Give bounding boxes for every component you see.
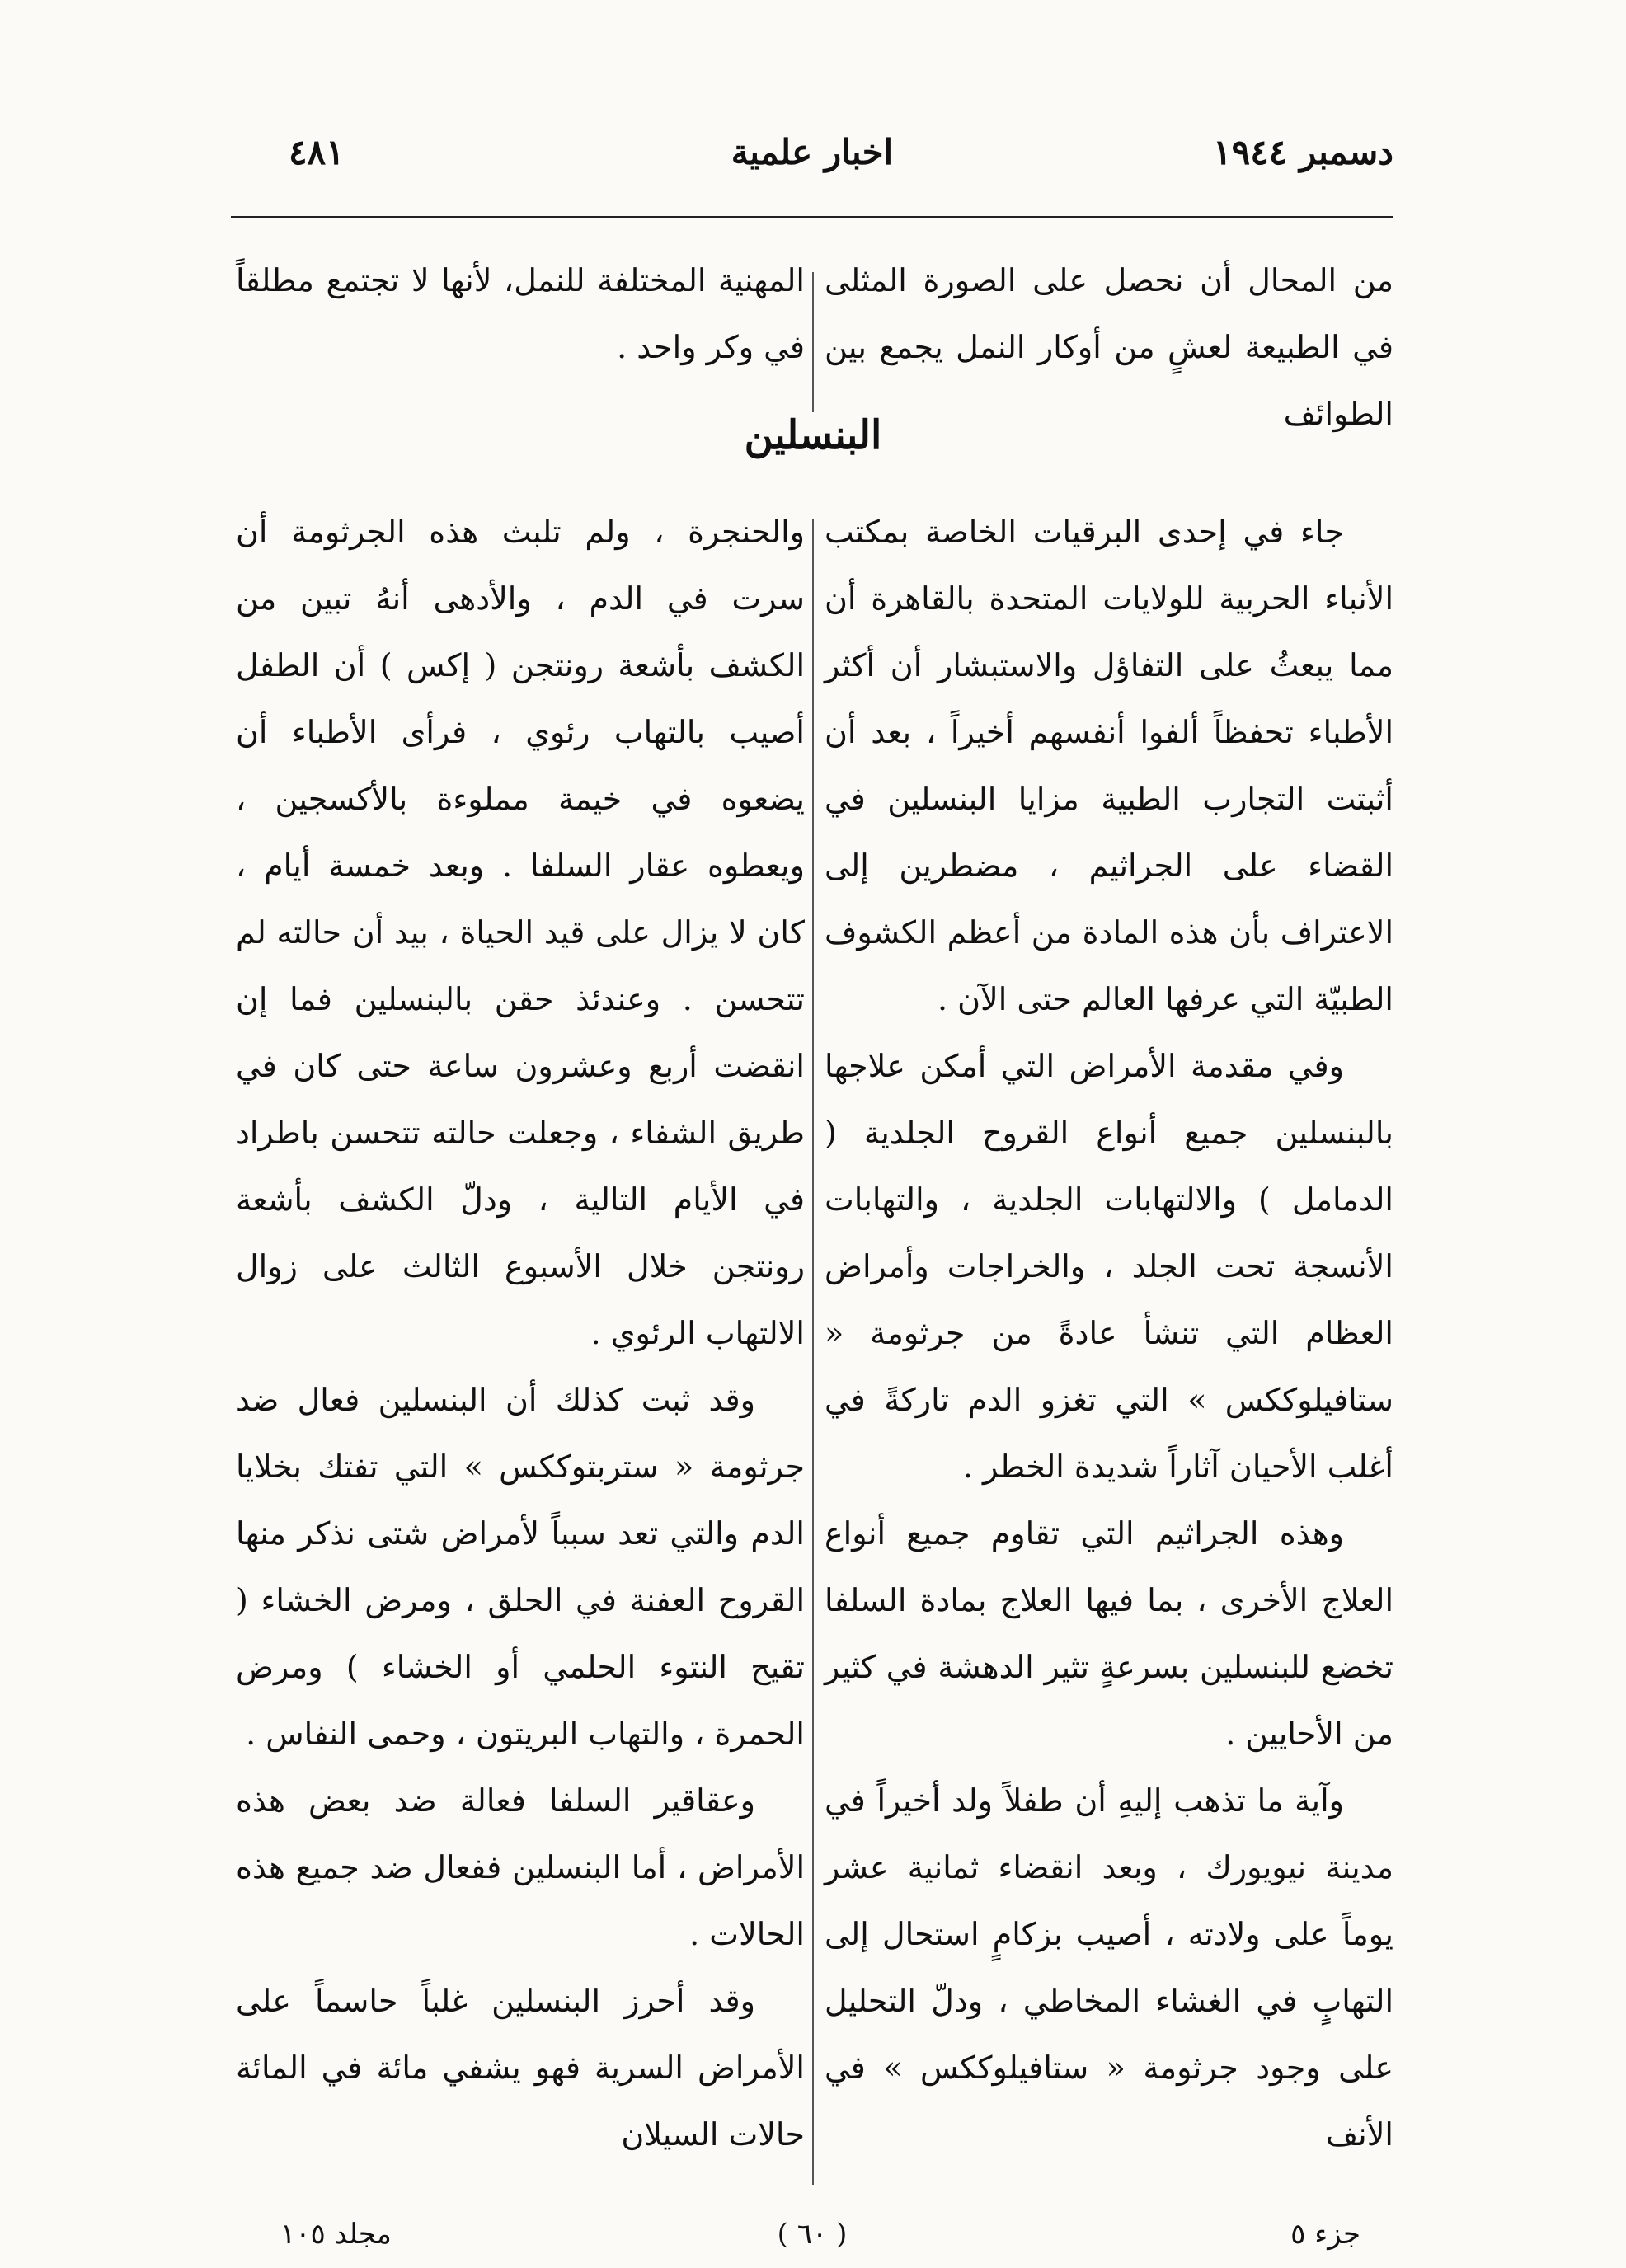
column-divider (812, 272, 814, 412)
section-title: البنسلين (744, 412, 882, 458)
paragraph: وفي مقدمة الأمراض التي أمكن علاجها بالبنسلين جميع أنواع القروح الجلدية ( الدمامل ) والالتهابات الجلدية ، والتهابات الأنسجة تحت الجلد ، والخراجات وأمراض العظام التي تنشأ عادةً من جرثومة « ستافيلوككس » التي تغزو الدم تاركةً في أغلب الأحيان آثاراً شديدة الخطر . (825, 1048, 1393, 1485)
paragraph: وقد ثبت كذلك أن البنسلين فعال ضد جرثومة « ستربتوككس » التي تفتك بخلايا الدم والتي تعد سبباً لأمراض شتى نذكر منها القروح العفنة في الحلق ، ومرض الخشاء ( تقيح النتوء الحلمي أو الخشاء ) ومرض الحمرة ، والتهاب البريتون ، وحمى النفاس . (236, 1382, 805, 1752)
header-rule (231, 216, 1393, 218)
header-date: دسمبر ١٩٤٤ (1213, 132, 1393, 172)
paragraph: وقد أحرز البنسلين غلباً حاسماً على الأمراض السرية فهو يشفي مائة في المائة حالات السيلان (236, 1983, 805, 2153)
footer-number: ( ٦٠ ) (777, 2218, 848, 2251)
paragraph: جاء في إحدى البرقيات الخاصة بمكتب الأنباء الحربية للولايات المتحدة بالقاهرة أن مما يبعثُ على التفاؤل والاستبشار أن أكثر الأطباء تحفظاً ألفوا أنفسهم أخيراً ، بعد أن أثبتت التجارب الطبية مزايا البنسلين في القضاء على الجراثيم ، مضطرين إلى الاعتراف بأن هذه المادة من أعظم الكشوف الطبيّة التي عرفها العالم حتى الآن . (825, 514, 1393, 1017)
header-title: اخبار علمية (731, 132, 894, 172)
header-page-number: ٤٨١ (289, 132, 345, 172)
paragraph: وعقاقير السلفا فعالة ضد بعض هذه الأمراض ، أما البنسلين ففعال ضد جميع هذه الحالات . (236, 1782, 805, 1952)
top-left-column (236, 247, 805, 381)
column-divider (812, 519, 814, 2185)
paragraph: وآية ما تذهب إليهِ أن طفلاً ولد أخيراً في مدينة نيويورك ، وبعد انقضاء ثمانية عشر يوماً على ولادته ، أصيب بزكامٍ استحال إلى التهابٍ في الغشاء المخاطي ، ودلّ التحليل على وجود جرثومة « ستافيلوككس » في الأنف (825, 1782, 1393, 2153)
paragraph: من المحال أن نحصل على الصورة المثلى في الطبيعة لعشٍ من أوكار النمل يجمع بين الطوائف (825, 262, 1393, 432)
paragraph: المهنية المختلفة للنمل، لأنها لا تجتمع مطلقاً في وكر واحد . (236, 262, 805, 365)
paragraph: والحنجرة ، ولم تلبث هذه الجرثومة أن سرت في الدم ، والأدهى أنهُ تبين من الكشف بأشعة رونتجن ( إكس ) أن الطفل أصيب بالتهاب رئوي ، فرأى الأطباء أن يضعوه في خيمة مملوءة بالأكسجين ، ويعطوه عقار السلفا . وبعد خمسة أيام ، كان لا يزال على قيد الحياة ، بيد أن حالته لم تتحسن . وعندئذ حقن بالبنسلين فما إن انقضت أربع وعشرون ساعة حتى كان في طريق الشفاء ، وجعلت حالته تتحسن باطراد في الأيام التالية ، ودلّ الكشف بأشعة رونتجن خلال الأسبوع الثالث على زوال الالتهاب الرئوي . (236, 514, 805, 1351)
paragraph: وهذه الجراثيم التي تقاوم جميع أنواع العلاج الأخرى ، بما فيها العلاج بمادة السلفا تخضع للبنسلين بسرعةٍ تثير الدهشة في كثير من الأحايين . (825, 1515, 1393, 1752)
right-column (825, 499, 1393, 2168)
footer-volume: مجلد ١٠٥ (280, 2218, 392, 2251)
page-footer (231, 2218, 1393, 2267)
footer-part: جزء ٥ (1290, 2218, 1360, 2251)
page-header (231, 124, 1393, 198)
left-column (236, 499, 805, 2168)
